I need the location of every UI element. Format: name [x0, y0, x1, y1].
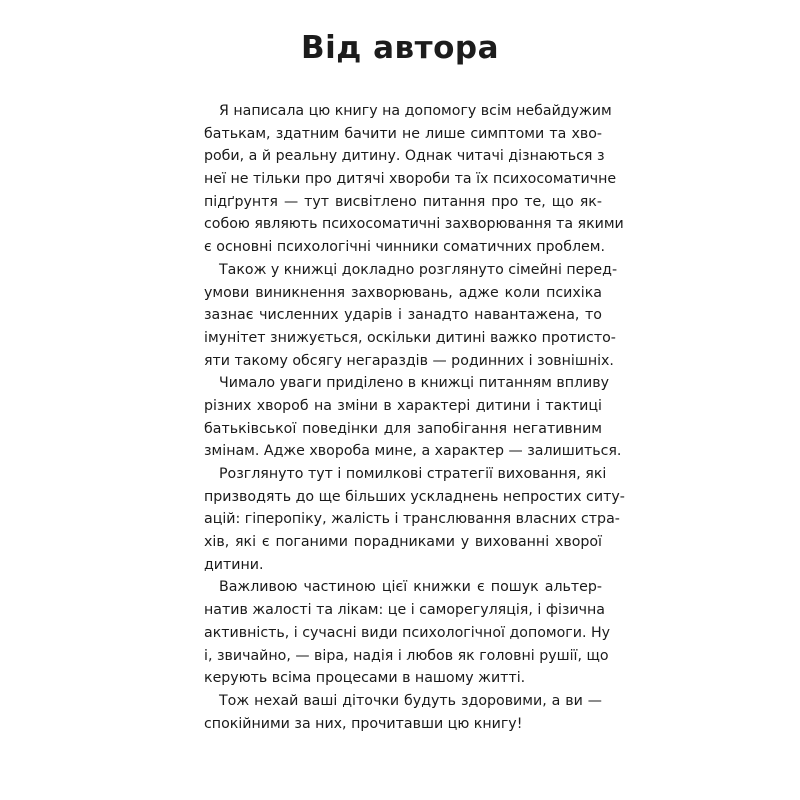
text-line: спокійними за них, прочитавши цю книгу!: [204, 715, 523, 732]
text-line: є основні психологічні чинники соматичних проблем.: [204, 239, 605, 256]
text-line: дитини.: [204, 556, 264, 573]
text-line: призводять до ще більших ускладнень непростих ситу-: [204, 488, 625, 505]
text-line: яти такому обсягу негараздів — родинних і зовнішніх.: [204, 352, 614, 369]
text-line: натив жалості та лікам: це і саморегуляція, і фізична: [204, 602, 606, 619]
text-line: неї не тільки про дитячі хвороби та їх психосоматичне: [204, 171, 617, 188]
body-text: [204, 100, 625, 735]
text-line: Важливою частиною цієї книжки є пошук альтер-: [219, 579, 602, 596]
text-line: керують всіма процесами в нашому житті.: [204, 670, 526, 687]
text-line: умови виникнення захворювань, адже коли психіка: [204, 284, 602, 301]
page-title: Від автора: [301, 30, 499, 66]
text-line: зазнає численних ударів і занадто навантажена, то: [204, 307, 602, 324]
text-line: різних хвороб на зміни в характері дитини і тактиці: [204, 397, 602, 414]
text-line: Чимало уваги приділено в книжці питанням впливу: [219, 375, 610, 392]
text-line: Також у книжці докладно розглянуто сімейні перед-: [219, 261, 618, 278]
text-line: Я написала цю книгу на допомогу всім небайдужим: [219, 103, 612, 119]
text-line: підґрунтя — тут висвітлено питання про те, що як-: [204, 193, 602, 210]
text-line: хів, які є поганими порадниками у вихованні хворої: [204, 534, 602, 551]
text-line: змінам. Адже хвороба мине, а характер — залишиться.: [204, 443, 622, 460]
text-line: батьківської поведінки для запобігання негативним: [204, 420, 602, 437]
text-line: активність, і сучасні види психологічної допомоги. Ну: [204, 624, 611, 641]
text-line: роби, а й реальну дитину. Однак читачі дізнаються з: [204, 148, 605, 165]
text-line: собою являють психосоматичні захворювання та якими: [204, 216, 624, 233]
text-line: ацій: гіперопіку, жалість і транслювання власних стра-: [204, 511, 620, 528]
text-line: Тож нехай ваші діточки будуть здоровими, а ви —: [219, 692, 602, 709]
text-line: і, звичайно, — віра, надія і любов як головні рушії, що: [204, 647, 609, 664]
text-line: Розглянуто тут і помилкові стратегії виховання, які: [219, 466, 607, 482]
text-line: імунітет знижується, оскільки дитині важко протисто-: [204, 329, 616, 346]
text-line: батькам, здатним бачити не лише симптоми та хво-: [204, 125, 602, 142]
